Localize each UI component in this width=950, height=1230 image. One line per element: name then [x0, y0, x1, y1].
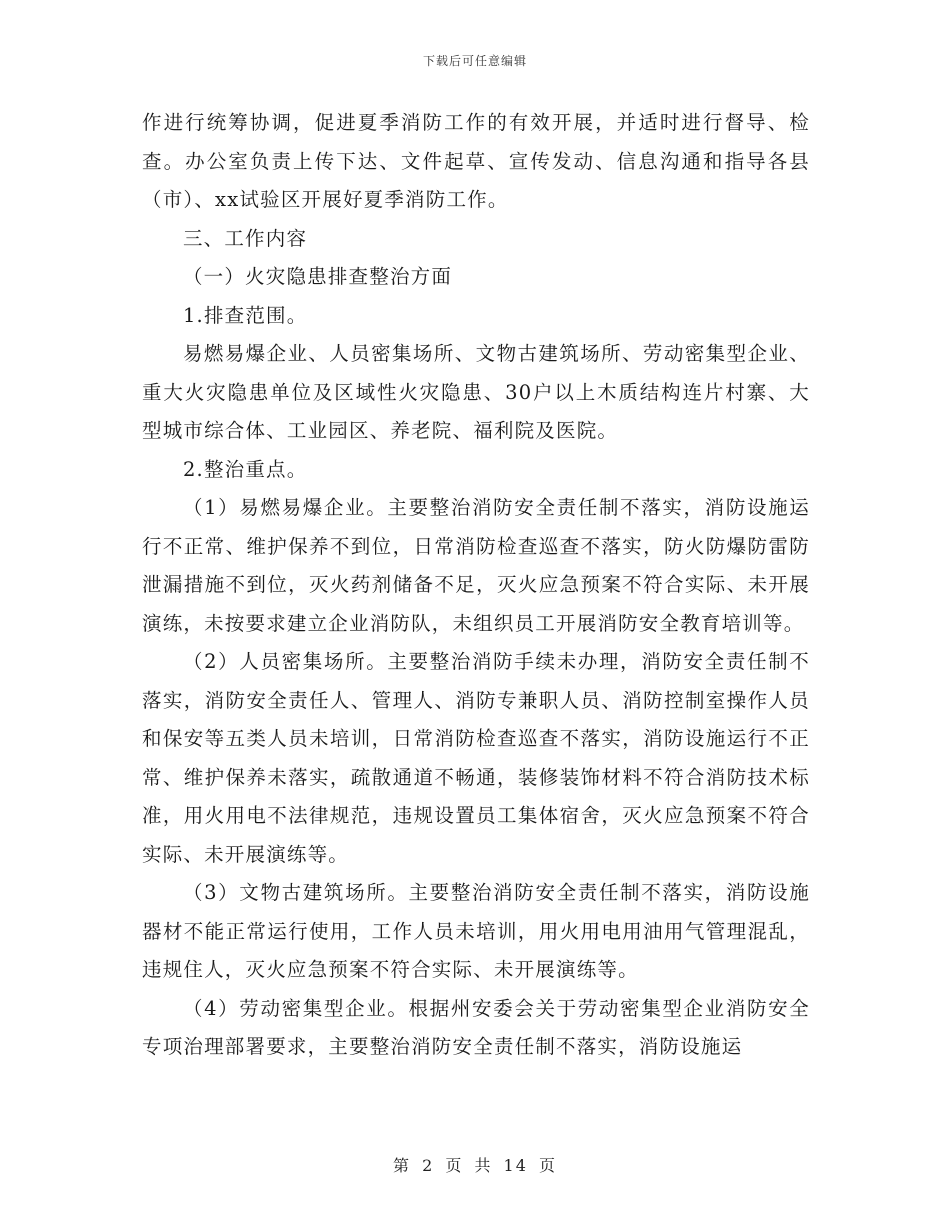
- section-heading-work-content: 三、工作内容: [182, 226, 308, 250]
- paragraph-labor-intensive: （4）劳动密集型企业。根据州安委会关于劳动密集型企业消防安全专项治理部署要求，主要整治消防安全责任制不落实，消防设施运: [142, 996, 810, 1058]
- page-number-footer: 第 2 页 共 14 页: [393, 1156, 557, 1175]
- paragraph-1: 作进行统筹协调，促进夏季消防工作的有效开展，并适时进行督导、检查。办公室负责上传下达、文件起草、宣传发动、信息沟通和指导各县（市）、xx试验区开展好夏季消防工作。: [142, 111, 810, 211]
- paragraph-inspection-scope: 易燃易爆企业、人员密集场所、文物古建筑场所、劳动密集型企业、重大火灾隐患单位及区域性火灾隐患、30户以上木质结构连片村寨、大型城市综合体、工业园区、养老院、福利院及医院。: [142, 342, 810, 442]
- subsection-heading-fire-hazard: （一）火灾隐患排查整治方面: [182, 265, 453, 288]
- page-header-note: 下载后可任意编辑: [422, 54, 527, 68]
- item-heading-inspection-scope: 1.排查范围。: [182, 303, 308, 327]
- item-heading-rectification-focus: 2.整治重点。: [182, 457, 308, 481]
- paragraph-crowded-places: （2）人员密集场所。主要整治消防手续未办理，消防安全责任制不落实，消防安全责任人、管理人、消防专兼职人员、消防控制室操作人员和保安等五类人员未培训，日常消防检查巡查不落实，消防设施运行不正常、维护保养未落实，疏散通道不畅通，装修装饰材料不符合消防技术标准，用火用电不法律规范，违规设置员工集体宿舍，灭火应急预案不符合实际、未开展演练等。: [142, 650, 810, 866]
- document-body: [142, 104, 810, 1067]
- paragraph-heritage-buildings: （3）文物古建筑场所。主要整治消防安全责任制不落实，消防设施器材不能正常运行使用，工作人员未培训，用火用电用油用气管理混乱，违规住人，灭火应急预案不符合实际、未开展演练等。: [142, 881, 810, 981]
- paragraph-flammable-enterprises: （1）易燃易爆企业。主要整治消防安全责任制不落实，消防设施运行不正常、维护保养不到位，日常消防检查巡查不落实，防火防爆防雷防泄漏措施不到位，灭火药剂储备不足，灭火应急预案不符合实际、未开展演练，未按要求建立企业消防队，未组织员工开展消防安全教育培训等。: [142, 496, 810, 635]
